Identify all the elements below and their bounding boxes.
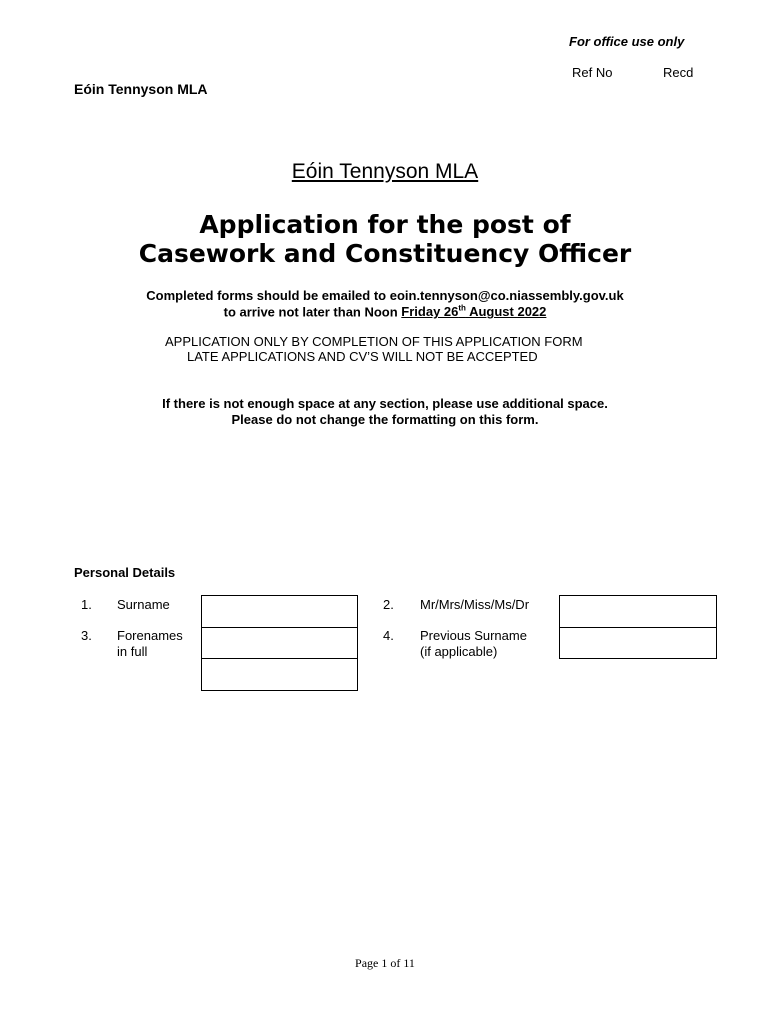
deadline-suffix: th bbox=[458, 304, 466, 313]
instructions-line-1: Completed forms should be emailed to eoin.tennyson@co.niassembly.gov.uk bbox=[146, 288, 624, 303]
forenames-label-line-1: Forenames bbox=[117, 628, 183, 643]
document-subtitle bbox=[0, 210, 770, 268]
field-number-2: 2. bbox=[383, 597, 394, 612]
deadline-day: Friday 26 bbox=[401, 304, 459, 320]
deadline-date bbox=[401, 304, 546, 319]
notice-line-2: LATE APPLICATIONS AND CV’S WILL NOT BE ACCEPTED bbox=[187, 349, 538, 364]
title-field[interactable] bbox=[559, 595, 717, 628]
forenames-label bbox=[117, 628, 183, 660]
ref-no-label: Ref No bbox=[572, 65, 613, 80]
forenames-field-continued[interactable] bbox=[201, 658, 358, 691]
deadline-rest: August 2022 bbox=[465, 304, 547, 320]
field-number-3: 3. bbox=[81, 628, 92, 643]
subtitle-line-2: Casework and Constituency Officer bbox=[138, 239, 632, 268]
space-note-line-2: Please do not change the formatting on this form. bbox=[231, 412, 539, 427]
previous-surname-label bbox=[420, 628, 527, 660]
field-number-1: 1. bbox=[81, 597, 92, 612]
subtitle-line-1: Application for the post of bbox=[199, 210, 571, 239]
office-use-heading: For office use only bbox=[569, 34, 685, 49]
forenames-field[interactable] bbox=[201, 627, 358, 659]
previous-surname-label-line-1: Previous Surname bbox=[420, 628, 527, 643]
recd-label: Recd bbox=[663, 65, 694, 80]
instructions-line-2 bbox=[0, 304, 770, 319]
page-number: Page 1 of 11 bbox=[355, 956, 415, 970]
title-label: Mr/Mrs/Miss/Ms/Dr bbox=[420, 597, 530, 612]
header-name: Eóin Tennyson MLA bbox=[74, 81, 208, 97]
personal-details-heading: Personal Details bbox=[74, 565, 176, 580]
field-number-4: 4. bbox=[383, 628, 394, 643]
previous-surname-field[interactable] bbox=[559, 627, 717, 659]
forenames-label-line-2: in full bbox=[117, 644, 148, 659]
page-title: Eóin Tennyson MLA bbox=[291, 160, 479, 183]
surname-field[interactable] bbox=[201, 595, 358, 628]
space-note-line-1: If there is not enough space at any section, please use additional space. bbox=[162, 396, 608, 411]
deadline-prefix: to arrive not later than Noon bbox=[223, 304, 402, 320]
notice-line-1: APPLICATION ONLY BY COMPLETION OF THIS APPLICATION FORM bbox=[165, 334, 583, 349]
previous-surname-label-line-2: (if applicable) bbox=[420, 644, 498, 659]
surname-label: Surname bbox=[117, 597, 170, 612]
